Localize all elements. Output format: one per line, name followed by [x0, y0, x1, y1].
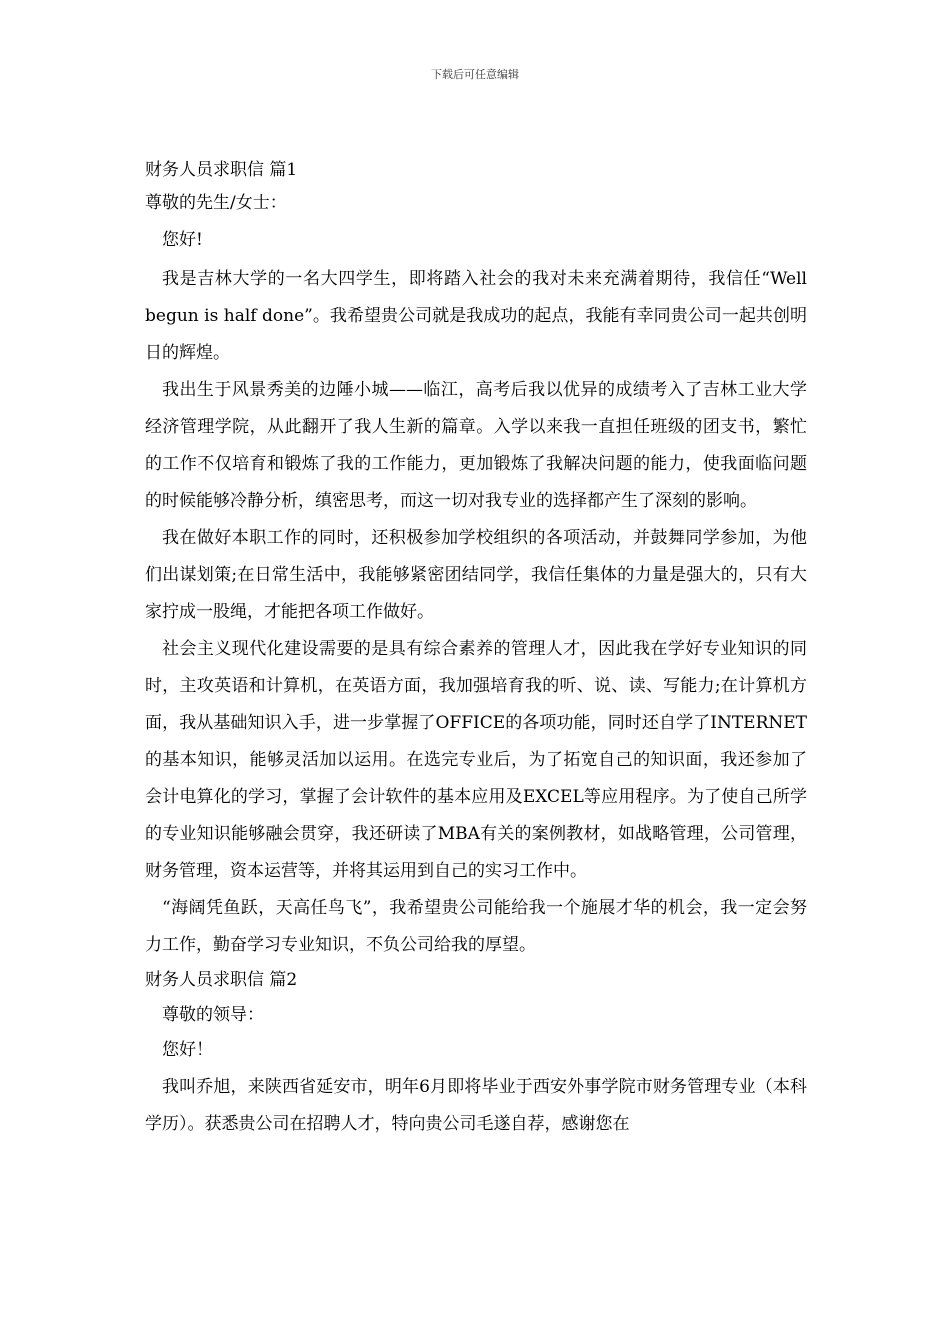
letter1-greeting: 您好!	[162, 230, 203, 250]
letter2-title: 财务人员求职信 篇2	[145, 970, 298, 990]
document-body	[145, 154, 807, 1143]
letter2-paragraph: 我叫乔旭，来陕西省延安市，明年6月即将毕业于西安外事学院市财务管理专业（本科学历）。获悉贵公司在招聘人才，特向贵公司毛遂自荐，感谢您在	[145, 1077, 807, 1134]
letter2-greeting: 您好！	[162, 1040, 213, 1060]
letter1-paragraph: 我是吉林大学的一名大四学生，即将踏入社会的我对未来充满着期待，我信任“Well begun is half done”。我希望贵公司就是我成功的起点，我能有幸同贵公司一起共创明日的辉煌。	[145, 269, 807, 363]
letter1-paragraph: “海阔凭鱼跃，天高任鸟飞”，我希望贵公司能给我一个施展才华的机会，我一定会努力工作，勤奋学习专业知识，不负公司给我的厚望。	[145, 898, 807, 955]
letter1-salutation: 尊敬的先生/女士：	[145, 193, 287, 213]
letter1-paragraph: 我在做好本职工作的同时，还积极参加学校组织的各项活动，并鼓舞同学参加，为他们出谋划策;在日常生活中，我能够紧密团结同学，我信任集体的力量是强大的，只有大家拧成一股绳，才能把各项工作做好。	[145, 528, 807, 622]
letter1-paragraph: 我出生于风景秀美的边陲小城——临江，高考后我以优异的成绩考入了吉林工业大学经济管理学院，从此翻开了我人生新的篇章。入学以来我一直担任班级的团支书，繁忙的工作不仅培育和锻炼了我的工作能力，更加锻炼了我解决问题的能力，使我面临问题的时候能够冷静分析，缜密思考，而这一切对我专业的选择都产生了深刻的影响。	[145, 380, 807, 511]
letter1-paragraph: 社会主义现代化建设需要的是具有综合素养的管理人才，因此我在学好专业知识的同时，主攻英语和计算机，在英语方面，我加强培育我的听、说、读、写能力;在计算机方面，我从基础知识入手，进一步掌握了OFFICE的各项功能，同时还自学了INTERNET的基本知识，能够灵活加以运用。在选完专业后，为了拓宽自己的知识面，我还参加了会计电算化的学习，掌握了会计软件的基本应用及EXCEL等应用程序。为了使自己所学的专业知识能够融会贯穿，我还研读了MBA有关的案例教材，如战略管理，公司管理，财务管理，资本运营等，并将其运用到自己的实习工作中。	[145, 639, 807, 881]
letter1-title: 财务人员求职信 篇1	[145, 160, 298, 180]
letter2-salutation: 尊敬的领导：	[162, 1005, 264, 1025]
header-note: 下载后可任意编辑	[431, 68, 519, 81]
